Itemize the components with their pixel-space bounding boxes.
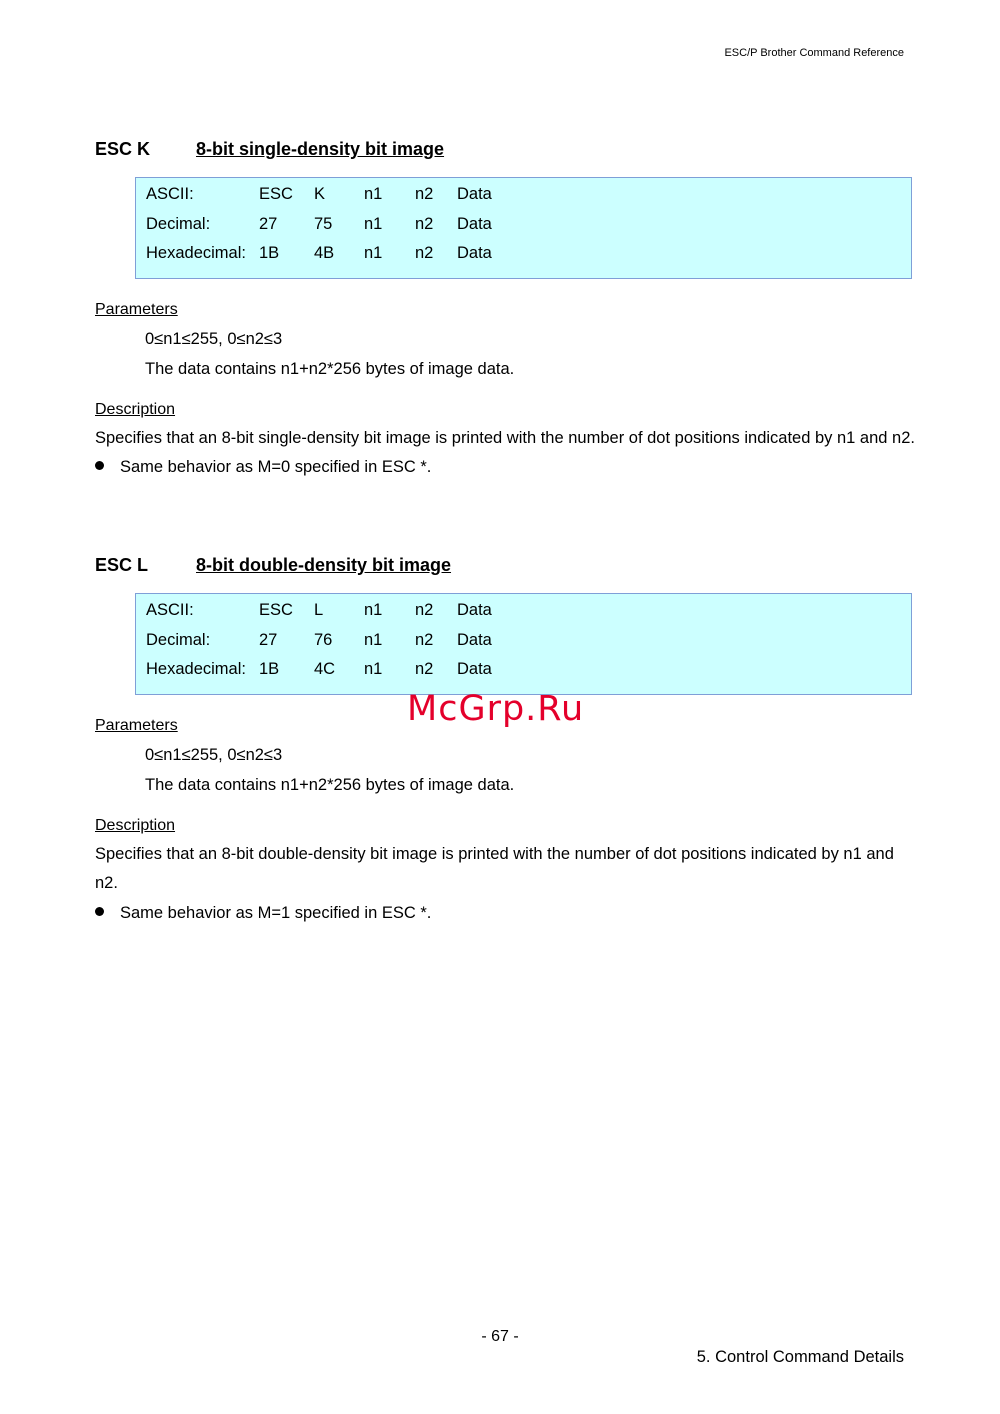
cell: 1B	[259, 660, 280, 678]
cell: 1B	[259, 244, 280, 262]
command-row-ascii	[146, 601, 911, 631]
command-table	[135, 177, 912, 279]
bullet-icon	[95, 907, 104, 916]
bullet-text: Same behavior as M=1 specified in ESC *.	[120, 903, 432, 922]
page-number: - 67 -	[481, 1328, 519, 1345]
command-row-ascii	[146, 185, 911, 215]
section-title	[95, 138, 915, 160]
cell: n1	[364, 185, 383, 203]
row-label: ASCII:	[146, 185, 194, 203]
cell: 4C	[314, 660, 336, 678]
command-title: 8-bit double-density bit image	[196, 555, 452, 575]
command-row-hexadecimal	[146, 244, 911, 274]
row-label: Decimal:	[146, 214, 211, 233]
command-row-decimal	[146, 215, 911, 245]
bullet-icon	[95, 461, 104, 470]
cell: Data	[457, 601, 492, 619]
cell: n2	[415, 630, 434, 649]
running-header: ESC/P Brother Command Reference	[724, 47, 904, 59]
cell: n2	[415, 660, 434, 678]
description-heading: Description	[95, 816, 176, 834]
cell: n1	[364, 214, 383, 233]
command-code: ESC K	[95, 139, 151, 159]
cell: n2	[415, 601, 434, 619]
bullet-text: Same behavior as M=0 specified in ESC *.	[120, 458, 432, 476]
section-esc-k	[95, 138, 915, 477]
row-label: Hexadecimal:	[146, 244, 246, 262]
cell: Data	[457, 214, 492, 233]
bullet-item	[95, 457, 915, 477]
cell: 76	[314, 630, 333, 649]
cell: 27	[259, 214, 278, 233]
row-label: Decimal:	[146, 630, 211, 649]
description-heading: Description	[95, 400, 176, 418]
cell: Data	[457, 185, 492, 203]
cell: n1	[364, 660, 383, 678]
command-row-decimal	[146, 631, 911, 661]
bullet-item	[95, 903, 915, 923]
parameters-heading: Parameters	[95, 716, 178, 734]
row-label: ASCII:	[146, 601, 194, 619]
command-table	[135, 593, 912, 695]
row-label: Hexadecimal:	[146, 660, 246, 678]
cell: n1	[364, 630, 383, 649]
cell: n2	[415, 185, 434, 203]
cell: n2	[415, 214, 434, 233]
cell: Data	[457, 630, 492, 649]
cell: Data	[457, 244, 492, 262]
command-title: 8-bit single-density bit image	[196, 139, 445, 159]
parameter-range: 0≤n1≤255, 0≤n2≤3	[145, 746, 283, 764]
watermark: McGrp.Ru	[407, 689, 585, 729]
cell: n1	[364, 601, 383, 619]
parameter-range: 0≤n1≤255, 0≤n2≤3	[145, 330, 283, 348]
cell: ESC	[259, 185, 293, 203]
cell: Data	[457, 660, 492, 678]
cell: n1	[364, 244, 383, 262]
parameters-heading: Parameters	[95, 300, 178, 318]
cell: L	[314, 601, 324, 619]
cell: n2	[415, 244, 434, 262]
cell: K	[314, 185, 326, 203]
command-row-hexadecimal	[146, 660, 911, 690]
parameter-note: The data contains n1+n2*256 bytes of image data.	[145, 775, 515, 794]
description-text: Specifies that an 8-bit single-density bit image is printed with the number of dot positions indicated by n1 and n2.	[95, 428, 915, 447]
cell: 4B	[314, 244, 335, 262]
description-text: Specifies that an 8-bit double-density bit image is printed with the number of dot positions indicated by n1 and n2.	[95, 844, 894, 892]
section-esc-l	[95, 554, 915, 923]
chapter-footer: 5. Control Command Details	[696, 1348, 904, 1366]
parameter-note: The data contains n1+n2*256 bytes of image data.	[145, 359, 515, 378]
cell: 75	[314, 214, 333, 233]
command-code: ESC L	[95, 555, 149, 575]
cell: ESC	[259, 601, 293, 619]
cell: 27	[259, 630, 278, 649]
section-title	[95, 554, 915, 576]
